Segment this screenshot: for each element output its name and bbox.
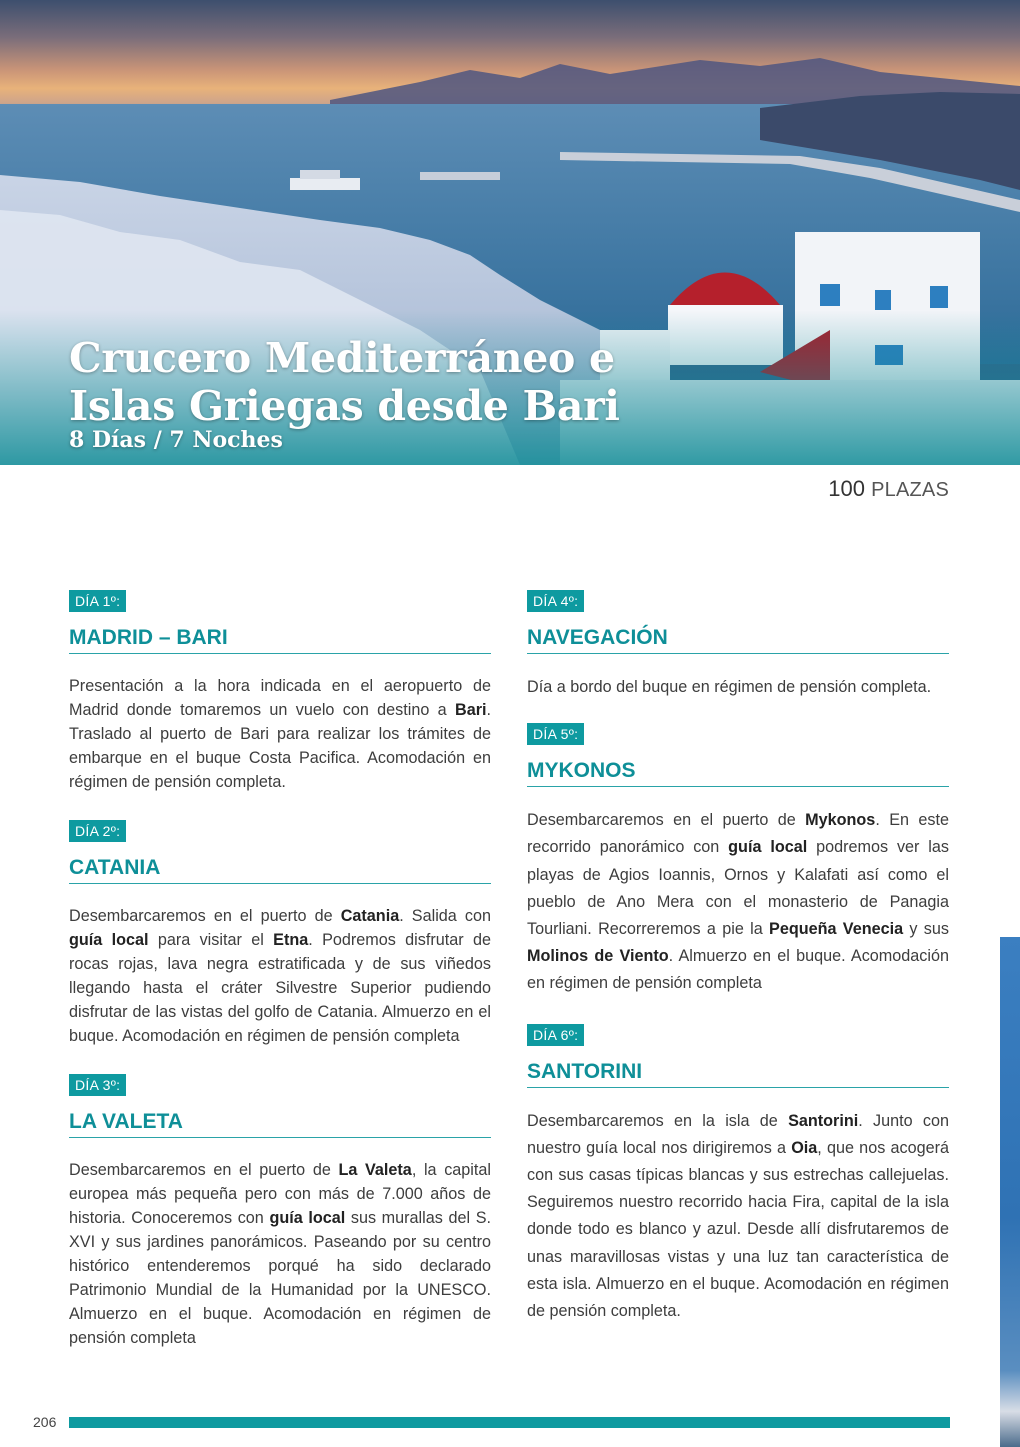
- page-number: 206: [33, 1414, 57, 1430]
- body-text: podremos ver las playas de Agios Ioannis, Ornos y Kalafati así como el pueblo de Ano Mera con el monasterio de Panagia Tourliani. Recorreremos a pie la: [527, 838, 949, 939]
- body-text: Presentación a la hora indicada en el aeropuerto de Madrid donde tomaremos un vuelo con destino a: [69, 677, 491, 719]
- day-description: [527, 807, 949, 997]
- page-title-line-1: Crucero Mediterráneo e: [69, 334, 615, 382]
- day-description: [527, 674, 949, 701]
- body-text: Día a bordo del buque en régimen de pensión completa.: [527, 678, 932, 696]
- page-title-line-2: Islas Griegas desde Bari: [69, 382, 620, 430]
- highlight-text: Molinos de Viento: [527, 947, 669, 966]
- day-title: NAVEGACIÓN: [527, 625, 949, 654]
- highlight-text: Oia: [791, 1138, 818, 1157]
- highlight-text: guía local: [69, 931, 149, 949]
- trip-duration: 8 Días / 7 Noches: [69, 427, 283, 453]
- day-badge: DÍA 2º:: [69, 820, 126, 842]
- plazas-number: 100: [828, 476, 865, 501]
- day-description: [69, 674, 491, 794]
- day-title: SANTORINI: [527, 1059, 949, 1088]
- hero-image: [0, 0, 1020, 465]
- day-description: [69, 1158, 491, 1350]
- day-3: [69, 1074, 491, 1350]
- itinerary-left-column: [69, 590, 491, 1376]
- day-5: [527, 723, 949, 997]
- plazas-label: PLAZAS: [871, 479, 949, 501]
- body-text: sus murallas del S. XVI y sus jardines panorámicos. Paseando por su centro histórico entenderemos porqué ha sido declarado Patrimonio Mundial de la Humanidad por la UNESCO. Almuerzo en el buque. Acomodación en régimen de pensión completa: [69, 1209, 491, 1347]
- highlight-text: Santorini: [788, 1111, 859, 1130]
- footer-bar: [69, 1417, 950, 1428]
- itinerary-right-column: [527, 590, 949, 1351]
- highlight-text: Catania: [340, 907, 400, 925]
- body-text: Desembarcaremos en el puerto de: [69, 907, 341, 925]
- body-text: y sus: [903, 920, 949, 939]
- body-text: . Podremos disfrutar de rocas rojas, lava negra estratificada y de sus viñedos llegando hasta el cráter Silvestre Superior pudiendo disfrutar de las vistas del golfo de Catania. Almuerzo en el buque. Acomodación en régimen de pensión completa: [69, 931, 491, 1045]
- day-6: [527, 1024, 949, 1326]
- body-text: , la capital europea más pequeña pero con más de 7.000 años de historia. Conoceremos con: [69, 1161, 491, 1227]
- hero-title-block: [69, 334, 620, 452]
- day-2: [69, 820, 491, 1048]
- plazas-count: [828, 476, 949, 502]
- body-text: Desembarcaremos en el puerto de: [527, 811, 806, 830]
- highlight-text: Etna: [273, 931, 309, 949]
- highlight-text: guía local: [728, 838, 808, 857]
- body-text: Desembarcaremos en el puerto de: [69, 1161, 339, 1179]
- highlight-text: La Valeta: [338, 1161, 412, 1179]
- side-photo-strip: [1000, 937, 1020, 1447]
- body-text: . Junto con nuestro guía local nos dirigiremos a: [527, 1111, 949, 1157]
- highlight-text: Mykonos: [805, 811, 876, 830]
- day-1: [69, 590, 491, 794]
- day-description: [69, 904, 491, 1048]
- day-badge: DÍA 6º:: [527, 1024, 584, 1046]
- body-text: para visitar el: [148, 931, 274, 949]
- body-text: . Salida con: [399, 907, 491, 925]
- body-text: . En este recorrido panorámico con: [527, 811, 949, 857]
- highlight-text: Pequeña Venecia: [769, 920, 904, 939]
- day-title: MADRID – BARI: [69, 625, 491, 654]
- body-text: Desembarcaremos en la isla de: [527, 1111, 789, 1130]
- highlight-text: guía local: [269, 1209, 346, 1227]
- day-badge: DÍA 5º:: [527, 723, 584, 745]
- body-text: . Almuerzo en el buque. Acomodación en régimen de pensión completa: [527, 947, 949, 993]
- day-title: CATANIA: [69, 855, 491, 884]
- body-text: , que nos acogerá con sus casas típicas blancas y sus estrechas callejuelas. Seguiremos nuestro recorrido hacia Fira, capital de la isla donde todo es blanco y azul. Desde allí disfrutaremos de unas maravillosas vistas y una luz tan característica de esta isla. Almuerzo en el buque. Acomodación en régimen de pensión completa.: [527, 1138, 949, 1321]
- day-badge: DÍA 3º:: [69, 1074, 126, 1096]
- day-description: [527, 1108, 949, 1326]
- day-title: MYKONOS: [527, 758, 949, 787]
- day-badge: DÍA 4º:: [527, 590, 584, 612]
- body-text: . Traslado al puerto de Bari para realizar los trámites de embarque en el buque Costa Pacifica. Acomodación en régimen de pensión completa.: [69, 701, 491, 791]
- day-4: [527, 590, 949, 701]
- highlight-text: Bari: [455, 701, 487, 719]
- day-badge: DÍA 1º:: [69, 590, 126, 612]
- day-title: LA VALETA: [69, 1109, 491, 1138]
